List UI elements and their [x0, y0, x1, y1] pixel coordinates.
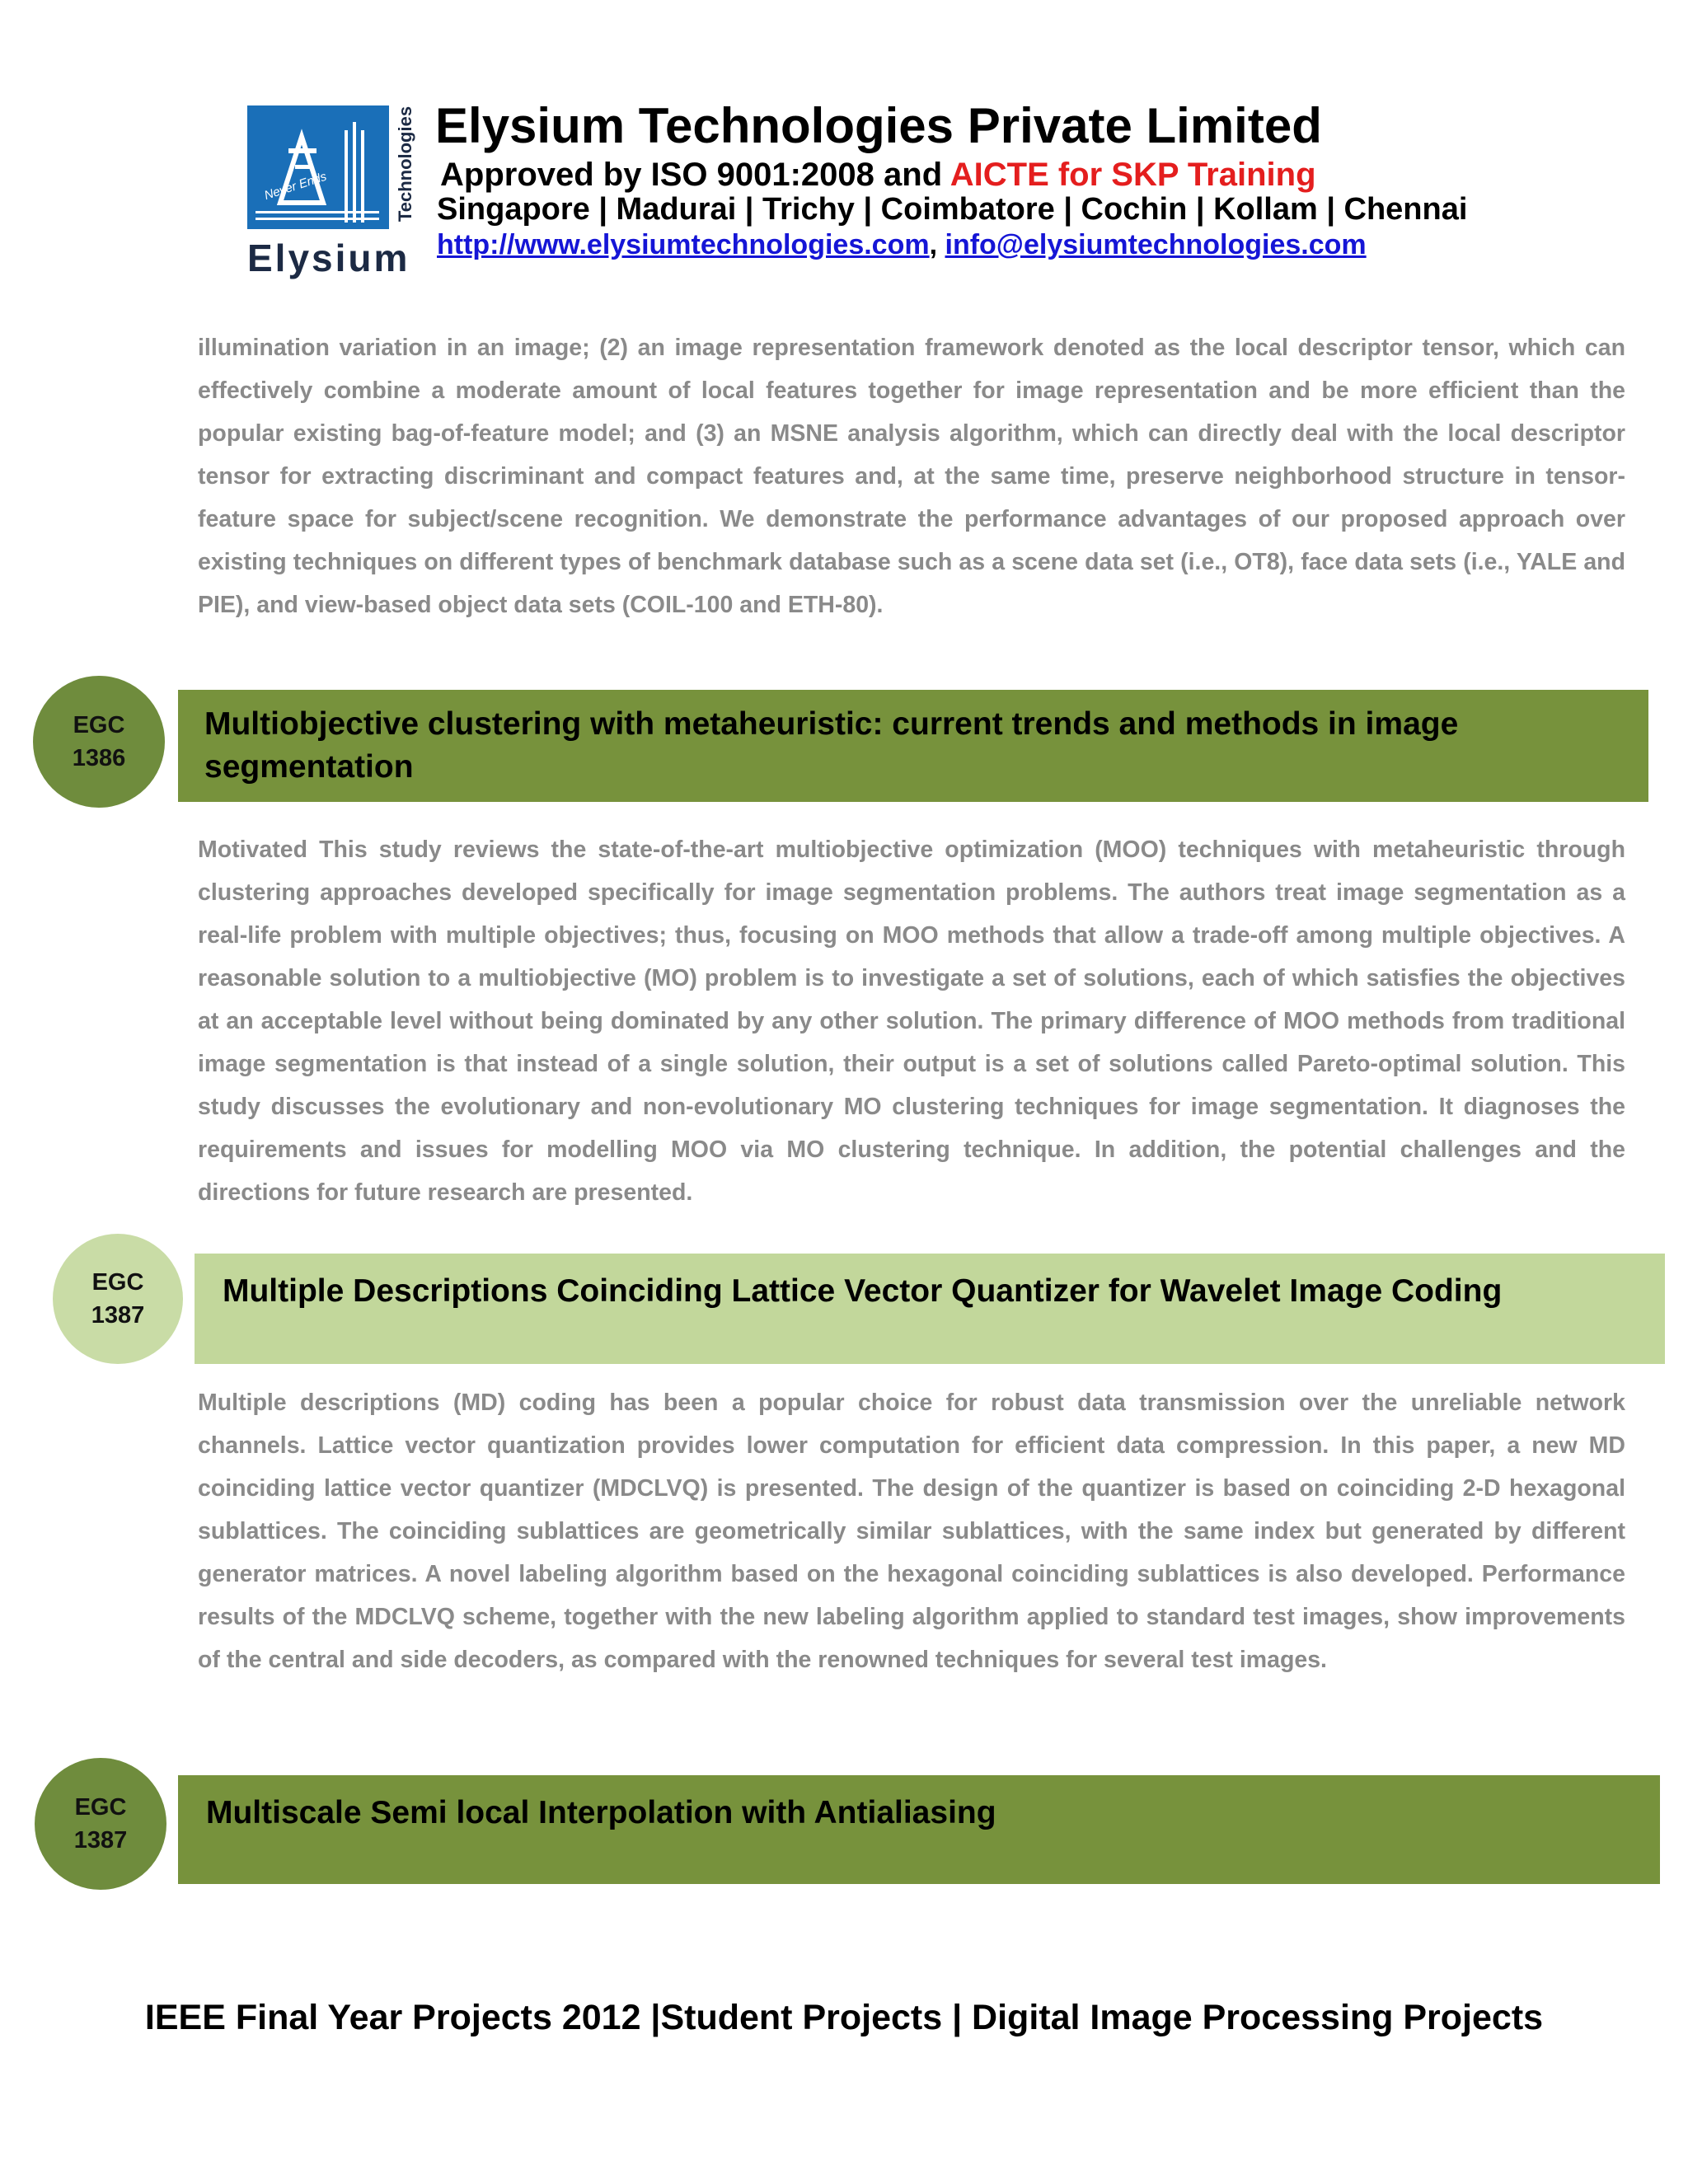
contact-links — [437, 229, 1367, 261]
project-title-bar — [178, 690, 1648, 802]
project-title-bar — [195, 1254, 1665, 1364]
link-separator: , — [929, 229, 938, 260]
project-abstract: Motivated This study reviews the state-of-the-art multiobjective optimization (MOO) techniques with metaheuristic through clustering approaches developed specifically for image segmentation problems. The authors treat image segmentation as a real-life problem with multiple objectives; thus, focusing on MOO methods that allow a trade-off among multiple objectives. A reasonable solution to a multiobjective (MO) problem is to investigate a set of solutions, each of which satisfies the objectives at an acceptable level without being dominated by any other solution. The primary difference of MOO methods from traditional image segmentation is that instead of a single solution, their output is a set of solutions called Pareto-optimal solution. This study discusses the evolutionary and non-evolutionary MO clustering techniques for image segmentation. It diagnoses the requirements and issues for modelling MOO via MO clustering technique. In addition, the potential challenges and the directions for future research are presented. — [198, 837, 1625, 1206]
code-number: 1387 — [91, 1302, 145, 1329]
website-link[interactable]: http://www.elysiumtechnologies.com — [437, 229, 930, 260]
logo-emblem-icon — [247, 105, 389, 229]
approval-line — [440, 157, 1316, 194]
intro-abstract: illumination variation in an image; (2) an image representation framework denoted as the local descriptor tensor, which can effectively combine a moderate amount of local features together for image representation and be more efficient than the popular existing bag-of-feature model; and (3) an MSNE analysis algorithm, which can directly deal with the local descriptor tensor for extracting discriminant and compact features and, at the same time, preserve neighborhood structure in tensor-feature space for subject/scene recognition. We demonstrate the performance advantages of our proposed approach over existing techniques on different types of benchmark database such as a scene data set (i.e., OT8), face data sets (i.e., YALE and PIE), and view-based object data sets (COIL-100 and ETH-80). — [198, 335, 1625, 618]
email-link[interactable]: info@elysiumtechnologies.com — [945, 229, 1367, 260]
project-code-badge — [53, 1234, 183, 1364]
project-title: Multiple Descriptions Coinciding Lattice Vector Quantizer for Wavelet Image Coding — [223, 1273, 1503, 1309]
page-footer: IEEE Final Year Projects 2012 |Student Projects | Digital Image Processing Projects — [144, 1998, 1544, 2037]
code-prefix: EGC — [73, 712, 125, 738]
code-number: 1387 — [73, 1827, 128, 1854]
logo-wordmark: Elysium — [247, 237, 410, 279]
project-title-bar — [178, 1775, 1660, 1884]
approval-highlight: AICTE for SKP Training — [950, 157, 1316, 193]
code-number: 1386 — [72, 745, 126, 771]
company-logo — [247, 105, 389, 229]
logo-vertical-label: Technologies — [395, 105, 416, 223]
code-prefix: EGC — [74, 1794, 127, 1821]
company-name: Elysium Technologies Private Limited — [435, 98, 1322, 153]
project-title: Multiscale Semi local Interpolation with Antialiasing — [206, 1795, 996, 1830]
project-abstract: Multiple descriptions (MD) coding has been a popular choice for robust data transmission over the unreliable network channels. Lattice vector quantization provides lower computation for efficient data compression. In this paper, a new MD coinciding lattice vector quantizer (MDCLVQ) is presented. The design of the quantizer is based on coinciding 2-D hexagonal sublattices. The coinciding sublattices are geometrically similar sublattices, with the same index but generated by different generator matrices. A novel labeling algorithm based on the hexagonal coinciding sublattices is also developed. Performance results of the MDCLVQ scheme, together with the new labeling algorithm applied to standard test images, show improvements of the central and side decoders, as compared with the renowned techniques for several test images. — [198, 1390, 1625, 1673]
logo-tagline: Never Ends — [262, 169, 329, 204]
project-title: Multiobjective clustering with metaheuristic: current trends and methods in image segmentation — [204, 706, 1459, 785]
project-code-badge — [33, 676, 165, 808]
approval-prefix: Approved by ISO 9001:2008 and — [440, 157, 950, 193]
code-prefix: EGC — [91, 1269, 144, 1296]
project-code-badge — [35, 1758, 166, 1890]
page-header — [247, 97, 1533, 279]
office-locations: Singapore | Madurai | Trichy | Coimbatore | Cochin | Kollam | Chennai — [437, 192, 1468, 227]
